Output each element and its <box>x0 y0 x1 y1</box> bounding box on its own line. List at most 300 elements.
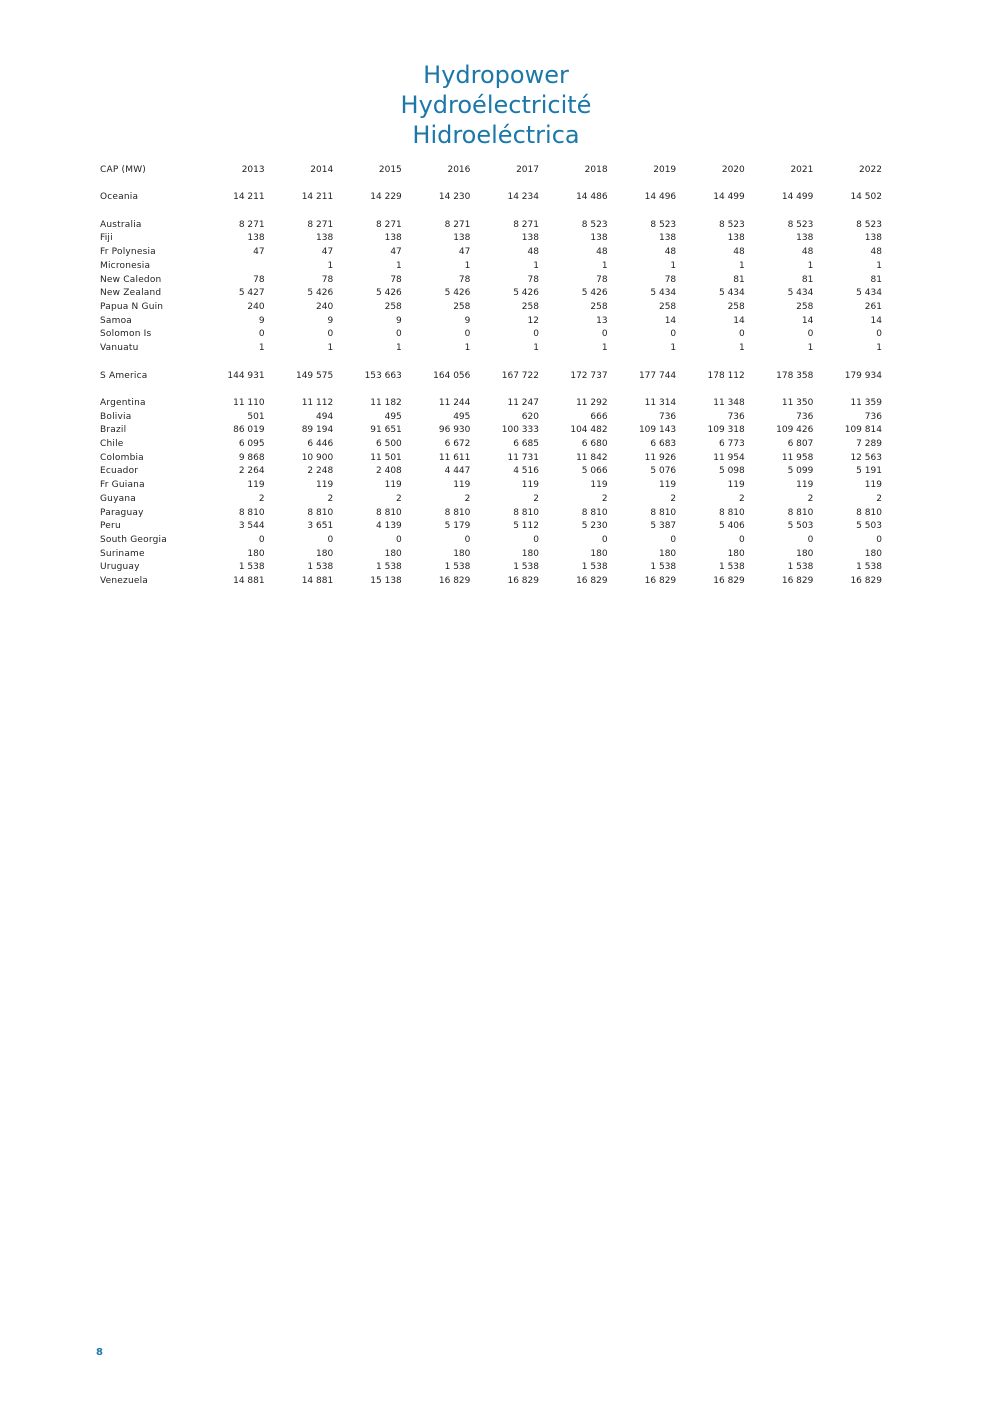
country-row <box>96 260 882 274</box>
value-cell: 5 434 <box>718 288 745 299</box>
value-cell: 179 934 <box>844 370 882 381</box>
value-cell: 81 <box>733 274 745 285</box>
value-cell: 736 <box>796 411 814 422</box>
capacity-table <box>96 164 882 589</box>
year-header: 2021 <box>790 165 814 175</box>
value-cell: 8 523 <box>787 219 814 230</box>
value-cell: 8 523 <box>650 219 677 230</box>
value-cell: 1 <box>739 260 745 271</box>
country-row <box>96 342 882 356</box>
value-cell: 5 427 <box>238 288 265 299</box>
country-name: Paraguay <box>100 507 144 518</box>
country-name: Fiji <box>100 233 113 244</box>
value-cell: 620 <box>521 411 539 422</box>
year-header: 2013 <box>241 165 265 175</box>
value-cell: 5 434 <box>650 288 677 299</box>
value-cell: 2 <box>670 493 677 504</box>
value-cell: 9 <box>396 315 402 326</box>
value-cell: 14 <box>870 315 882 326</box>
header-row <box>96 164 882 178</box>
value-cell: 0 <box>258 329 265 340</box>
country-name: Australia <box>100 219 142 230</box>
value-cell: 5 066 <box>581 466 608 477</box>
value-cell: 48 <box>596 247 608 258</box>
value-cell: 0 <box>464 534 471 545</box>
value-cell: 0 <box>739 534 745 545</box>
value-cell: 5 098 <box>718 466 745 477</box>
value-cell: 8 810 <box>581 507 608 518</box>
value-cell: 6 500 <box>376 439 402 449</box>
value-cell: 48 <box>870 247 882 258</box>
country-name: Fr Guiana <box>100 480 145 491</box>
value-cell: 14 <box>733 315 745 326</box>
value-cell: 0 <box>258 534 265 545</box>
value-cell: 14 <box>801 315 814 326</box>
value-cell: 8 810 <box>307 507 334 518</box>
value-cell: 1 <box>258 343 265 354</box>
value-cell: 0 <box>396 329 402 340</box>
value-cell: 1 <box>464 260 471 271</box>
value-cell: 11 314 <box>644 397 677 408</box>
value-cell: 2 <box>327 493 334 504</box>
value-cell: 138 <box>316 233 334 244</box>
year-header: 2017 <box>516 165 539 175</box>
value-cell: 11 247 <box>507 397 539 408</box>
value-cell: 16 829 <box>507 576 539 587</box>
spacer-row <box>96 205 882 219</box>
country-row <box>96 397 882 411</box>
value-cell: 1 <box>807 343 814 354</box>
value-cell: 78 <box>664 274 677 285</box>
value-cell: 495 <box>453 411 471 422</box>
value-cell: 258 <box>796 302 814 312</box>
value-cell: 47 <box>390 247 402 258</box>
value-cell: 1 538 <box>307 562 334 573</box>
value-cell: 177 744 <box>638 370 677 381</box>
value-cell: 1 <box>670 343 677 354</box>
value-cell: 180 <box>658 548 677 559</box>
value-cell: 6 807 <box>787 439 814 449</box>
value-cell: 48 <box>527 247 539 258</box>
value-cell: 48 <box>664 247 677 258</box>
value-cell: 1 <box>601 343 608 354</box>
value-cell: 153 663 <box>364 370 402 381</box>
value-cell: 119 <box>247 480 265 491</box>
country-row <box>96 561 882 575</box>
value-cell: 8 271 <box>444 219 471 230</box>
value-cell: 258 <box>658 302 677 312</box>
country-row <box>96 548 882 562</box>
value-cell: 736 <box>864 411 882 422</box>
value-cell: 89 194 <box>301 425 334 436</box>
value-cell: 16 829 <box>576 576 608 587</box>
country-name: Bolivia <box>100 411 132 422</box>
value-cell: 14 499 <box>713 192 745 203</box>
country-row <box>96 479 882 493</box>
value-cell: 91 651 <box>370 425 402 436</box>
spacer-row <box>96 178 882 192</box>
value-cell: 8 523 <box>581 219 608 230</box>
country-name: Fr Polynesia <box>100 247 156 258</box>
value-cell: 240 <box>316 302 334 312</box>
value-cell: 8 810 <box>238 507 265 518</box>
value-cell: 5 387 <box>650 521 677 532</box>
value-cell: 14 881 <box>301 576 334 587</box>
country-row <box>96 575 882 589</box>
value-cell: 1 <box>670 260 677 271</box>
value-cell: 4 516 <box>513 466 539 477</box>
unit-label: CAP (MW) <box>100 165 147 175</box>
value-cell: 1 <box>807 260 814 271</box>
value-cell: 180 <box>316 548 334 559</box>
value-cell: 9 <box>464 315 471 326</box>
title-spanish: Hidroeléctrica <box>412 121 580 149</box>
year-header: 2016 <box>447 165 471 175</box>
value-cell: 5 076 <box>650 466 677 477</box>
value-cell: 2 <box>258 493 265 504</box>
title-english: Hydropower <box>423 61 569 89</box>
value-cell: 258 <box>590 302 608 312</box>
value-cell: 8 810 <box>376 507 402 518</box>
value-cell: 0 <box>876 329 882 340</box>
value-cell: 14 496 <box>644 192 677 203</box>
country-row <box>96 438 882 452</box>
value-cell: 5 191 <box>856 466 882 477</box>
value-cell: 11 842 <box>576 452 608 463</box>
value-cell: 2 <box>464 493 471 504</box>
value-cell: 0 <box>396 534 402 545</box>
value-cell: 14 <box>664 315 677 326</box>
value-cell: 1 538 <box>856 562 882 573</box>
value-cell: 8 810 <box>718 507 745 518</box>
value-cell: 1 <box>601 260 608 271</box>
value-cell: 1 538 <box>650 562 677 573</box>
value-cell: 8 810 <box>513 507 539 518</box>
value-cell: 78 <box>390 274 402 285</box>
country-name: Ecuador <box>100 466 139 477</box>
value-cell: 1 <box>327 260 334 271</box>
value-cell: 1 538 <box>444 562 471 573</box>
value-cell: 180 <box>247 548 265 559</box>
value-cell: 258 <box>384 302 402 312</box>
value-cell: 0 <box>327 329 334 340</box>
country-row <box>96 507 882 521</box>
value-cell: 78 <box>527 274 539 285</box>
value-cell: 2 408 <box>376 466 402 477</box>
value-cell: 2 <box>807 493 814 504</box>
value-cell: 5 112 <box>513 521 539 532</box>
value-cell: 0 <box>601 329 608 340</box>
spacer-row <box>96 383 882 397</box>
value-cell: 14 211 <box>301 192 334 203</box>
country-row <box>96 534 882 548</box>
country-name: New Caledon <box>100 274 162 285</box>
value-cell: 736 <box>658 411 677 422</box>
value-cell: 81 <box>801 274 814 285</box>
value-cell: 258 <box>453 302 471 312</box>
country-name: New Zealand <box>100 288 162 299</box>
value-cell: 2 <box>533 493 539 504</box>
value-cell: 178 112 <box>707 370 745 381</box>
value-cell: 12 <box>527 315 539 326</box>
value-cell: 8 810 <box>787 507 814 518</box>
value-cell: 14 229 <box>370 192 402 203</box>
value-cell: 5 179 <box>444 521 471 532</box>
value-cell: 11 182 <box>370 397 402 408</box>
value-cell: 8 523 <box>718 219 745 230</box>
value-cell: 1 <box>464 343 471 354</box>
value-cell: 8 271 <box>376 219 402 230</box>
value-cell: 0 <box>739 329 745 340</box>
value-cell: 11 292 <box>576 397 608 408</box>
value-cell: 78 <box>253 274 265 285</box>
value-cell: 180 <box>384 548 402 559</box>
value-cell: 666 <box>590 411 608 422</box>
value-cell: 6 672 <box>444 439 471 449</box>
spacer-row <box>96 356 882 370</box>
value-cell: 12 563 <box>850 452 882 463</box>
region-name: Oceania <box>100 192 139 203</box>
value-cell: 47 <box>253 247 265 258</box>
value-cell: 96 930 <box>438 425 471 436</box>
value-cell: 14 499 <box>781 192 814 203</box>
value-cell: 14 211 <box>233 192 265 203</box>
value-cell: 167 722 <box>501 370 539 381</box>
country-row <box>96 287 882 301</box>
value-cell: 11 611 <box>438 452 471 463</box>
spacer <box>96 383 882 397</box>
value-cell: 261 <box>864 302 882 312</box>
value-cell: 736 <box>727 411 745 422</box>
value-cell: 109 318 <box>707 425 745 436</box>
value-cell: 5 426 <box>581 288 608 299</box>
country-name: Suriname <box>100 548 145 559</box>
value-cell: 5 434 <box>787 288 814 299</box>
value-cell: 11 926 <box>644 452 677 463</box>
value-cell: 0 <box>327 534 334 545</box>
value-cell: 16 829 <box>713 576 745 587</box>
value-cell: 48 <box>801 247 814 258</box>
value-cell: 14 230 <box>438 192 471 203</box>
value-cell: 11 112 <box>301 397 334 408</box>
value-cell: 2 <box>739 493 745 504</box>
spacer <box>96 178 882 192</box>
value-cell: 144 931 <box>227 370 265 381</box>
value-cell: 138 <box>658 233 677 244</box>
year-header: 2020 <box>721 165 745 175</box>
page-title <box>0 60 992 150</box>
year-header: 2019 <box>653 165 677 175</box>
value-cell: 4 139 <box>376 521 402 532</box>
value-cell: 0 <box>876 534 882 545</box>
value-cell: 138 <box>453 233 471 244</box>
value-cell: 78 <box>596 274 608 285</box>
value-cell: 5 503 <box>787 521 814 532</box>
value-cell: 9 <box>258 315 265 326</box>
value-cell: 11 359 <box>850 397 882 408</box>
year-header: 2014 <box>310 165 334 175</box>
value-cell: 1 538 <box>238 562 265 573</box>
value-cell: 4 447 <box>444 466 471 477</box>
value-cell: 180 <box>864 548 882 559</box>
value-cell: 119 <box>453 480 471 491</box>
year-header: 2015 <box>378 165 402 175</box>
country-row <box>96 232 882 246</box>
value-cell: 119 <box>727 480 745 491</box>
value-cell: 6 680 <box>581 439 608 449</box>
value-cell: 1 <box>396 343 402 354</box>
value-cell: 11 110 <box>233 397 265 408</box>
country-name: Chile <box>100 439 124 449</box>
value-cell: 119 <box>864 480 882 491</box>
country-row <box>96 520 882 534</box>
page-number: 8 <box>96 1347 103 1358</box>
value-cell: 138 <box>590 233 608 244</box>
value-cell: 1 538 <box>718 562 745 573</box>
value-cell: 14 502 <box>850 192 882 203</box>
country-row <box>96 493 882 507</box>
country-name: Uruguay <box>100 562 140 573</box>
country-row <box>96 274 882 288</box>
value-cell: 3 544 <box>238 521 265 532</box>
value-cell: 119 <box>796 480 814 491</box>
country-name: Micronesia <box>100 260 151 271</box>
value-cell: 119 <box>316 480 334 491</box>
value-cell: 8 271 <box>307 219 334 230</box>
country-name: Vanuatu <box>100 343 139 354</box>
value-cell: 1 <box>327 343 334 354</box>
value-cell: 138 <box>521 233 539 244</box>
value-cell: 5 426 <box>444 288 471 299</box>
value-cell: 5 434 <box>856 288 882 299</box>
spacer <box>96 356 882 370</box>
value-cell: 13 <box>596 315 608 326</box>
value-cell: 14 486 <box>576 192 608 203</box>
value-cell: 78 <box>321 274 334 285</box>
country-name: Venezuela <box>100 576 149 587</box>
value-cell: 47 <box>458 247 471 258</box>
value-cell: 180 <box>521 548 539 559</box>
value-cell: 104 482 <box>570 425 608 436</box>
country-name: Guyana <box>100 493 136 504</box>
value-cell: 138 <box>247 233 265 244</box>
value-cell: 138 <box>864 233 882 244</box>
country-name: Samoa <box>100 315 133 326</box>
value-cell: 240 <box>247 302 265 312</box>
value-cell: 119 <box>590 480 608 491</box>
country-row <box>96 452 882 466</box>
value-cell: 1 <box>876 343 882 354</box>
value-cell: 48 <box>733 247 745 258</box>
value-cell: 11 958 <box>781 452 814 463</box>
value-cell: 180 <box>727 548 745 559</box>
region-total-row <box>96 191 882 205</box>
value-cell: 6 773 <box>718 439 745 449</box>
value-cell: 138 <box>384 233 402 244</box>
country-row <box>96 219 882 233</box>
value-cell: 1 <box>533 343 539 354</box>
value-cell: 495 <box>384 411 402 422</box>
value-cell: 11 244 <box>438 397 471 408</box>
value-cell: 8 810 <box>856 507 882 518</box>
value-cell: 0 <box>533 534 539 545</box>
country-name: Solomon Is <box>100 329 152 340</box>
value-cell: 2 248 <box>307 466 334 477</box>
value-cell: 11 348 <box>713 397 745 408</box>
value-cell: 138 <box>727 233 745 244</box>
value-cell: 8 271 <box>238 219 265 230</box>
value-cell: 494 <box>316 411 334 422</box>
year-header: 2018 <box>584 165 608 175</box>
value-cell: 8 523 <box>856 219 882 230</box>
value-cell: 1 538 <box>513 562 539 573</box>
value-cell: 0 <box>807 534 814 545</box>
value-cell <box>196 260 265 274</box>
value-cell: 1 <box>876 260 882 271</box>
country-name: Argentina <box>100 397 146 408</box>
country-row <box>96 301 882 315</box>
value-cell: 0 <box>601 534 608 545</box>
value-cell: 119 <box>384 480 402 491</box>
value-cell: 9 868 <box>238 452 265 463</box>
value-cell: 5 426 <box>513 288 539 299</box>
value-cell: 16 829 <box>438 576 471 587</box>
value-cell: 1 538 <box>787 562 814 573</box>
value-cell: 1 <box>396 260 402 271</box>
country-row <box>96 465 882 479</box>
value-cell: 1 538 <box>581 562 608 573</box>
value-cell: 3 651 <box>307 521 334 532</box>
country-name: Peru <box>100 521 121 532</box>
country-row <box>96 328 882 342</box>
value-cell: 109 143 <box>638 425 677 436</box>
value-cell: 16 829 <box>781 576 814 587</box>
value-cell: 164 056 <box>433 370 471 381</box>
year-header: 2022 <box>859 165 882 175</box>
value-cell: 15 138 <box>370 576 402 587</box>
value-cell: 180 <box>796 548 814 559</box>
value-cell: 11 954 <box>713 452 745 463</box>
value-cell: 16 829 <box>644 576 677 587</box>
value-cell: 2 <box>601 493 608 504</box>
value-cell: 0 <box>670 534 677 545</box>
country-name: Papua N Guin <box>100 302 164 312</box>
value-cell: 47 <box>321 247 334 258</box>
title-french: Hydroélectricité <box>400 91 592 119</box>
country-row <box>96 424 882 438</box>
value-cell: 5 406 <box>718 521 745 532</box>
value-cell: 2 <box>396 493 402 504</box>
value-cell: 10 900 <box>301 452 334 463</box>
value-cell: 5 503 <box>856 521 882 532</box>
value-cell: 109 426 <box>776 425 814 436</box>
value-cell: 1 <box>739 343 745 354</box>
value-cell: 7 289 <box>856 439 882 449</box>
value-cell: 6 683 <box>650 439 677 449</box>
value-cell: 78 <box>458 274 471 285</box>
value-cell: 5 230 <box>581 521 608 532</box>
value-cell: 14 881 <box>233 576 265 587</box>
value-cell: 2 <box>876 493 882 504</box>
value-cell: 180 <box>590 548 608 559</box>
country-row <box>96 246 882 260</box>
value-cell: 6 446 <box>307 439 334 449</box>
value-cell: 1 538 <box>376 562 402 573</box>
value-cell: 11 501 <box>370 452 402 463</box>
value-cell: 501 <box>247 411 265 422</box>
value-cell: 149 575 <box>295 370 334 381</box>
country-name: Brazil <box>100 425 127 436</box>
